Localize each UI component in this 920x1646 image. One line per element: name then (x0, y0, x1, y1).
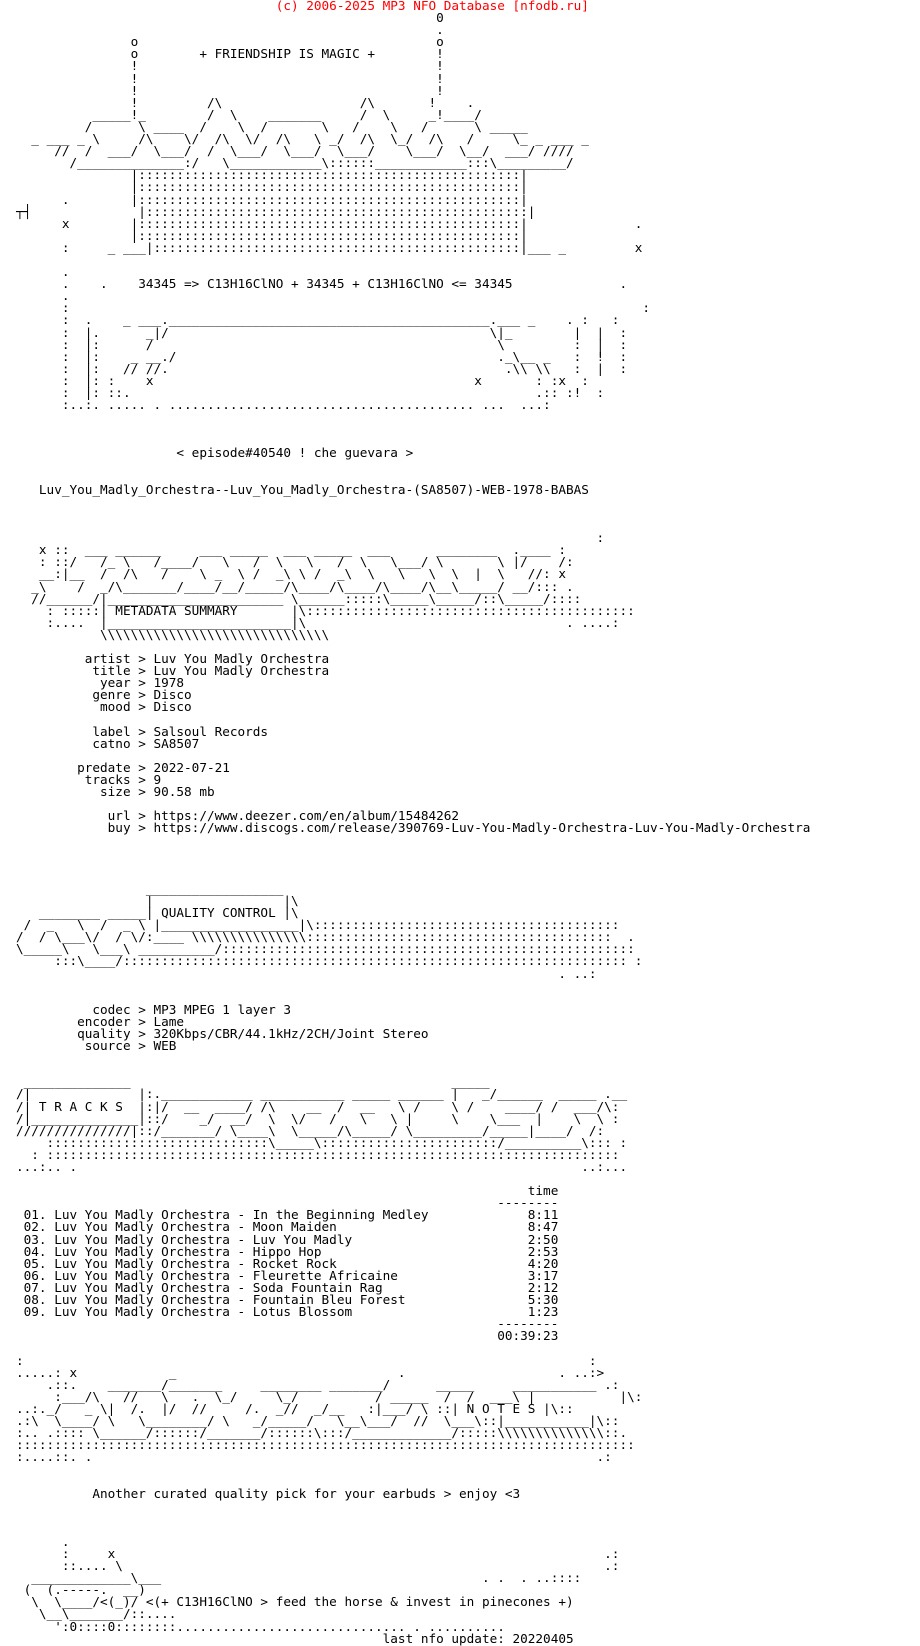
header-ascii-art: 0 . o o o + FRIENDSHIP IS MAGIC + ! ! ! ! ! ! ! ! /\ /\ ! . _____!_ / \ _______ / \ _!____/ / \ ____ / \ / \ / \ / \ _____ _ ___ _ \ /\ \/ /\ \/ /\ \ _/ /\ \_/ /\ / \_ _ ___ _ // / ___/ \___/ / \___/ \___/ \___/ \___/ \__/ ___/ //// /______________:/ \____________\::::::____________:::\_________/ |::::::::::::::::::::::::::::::::::::::::::::::::::| |::::::::::::::::::::::::::::::::::::::::::::::::::| . |::::::::::::::::::::::::::::::::::::::::::::::::::| ┬┤ |::::::::::::::::::::::::::::::::::::::::::::::::::| x |::::::::::::::::::::::::::::::::::::::::::::::::::| . |::::::::::::::::::::::::::::::::::::::::::::::::::| : _ ___|::::::::::::::::::::::::::::::::::::::::::::::::|___ _ x . . . 34345 => C13H16ClNO + 34345 + C13H16ClNO <= 34345 . . : : : . _ ___.__________________________________________.___ _ . : : : |. _|/ \|_ | | : : |: / \ : | : : |: _ __./ ._\__ _ : ! : : |: // //. .\\ \\ : | : : |: : x x : :x : : |: ::. .:: :! : :..:. ..... . ........................................ ... ...: < episode#40540 ! che guevara > Luv_You_Madly_Orchestra--Luv_You_Madly_Orchestra-(SA8507)-WEB-1978-BABAS : x :: ___ ______ ___ _____ ___ _____ ___ ________ .____ : : ::/ /_ \ /____/ \ / \ \ / \ \___/ \ \ |/ /: __:|__ / /\ / \ _ \ / _\ \ / _\ \ \ \ \ | \ //: x _\ / _/\_______/____/__/_____/\____/\____/\____/\__\_____/ __/::: . //______/|_______________________ \______:::::\_____\_____/::\_____/:::: : :::::| METADATA SUMMARY |\::::::::::::::::::::::::::::::::::::::::::: :.... |________________________|\ . ....: \\\\\\\\\\\\\\\\\\\\\\\\\\\\\\ (16, 10, 650, 642)
quality-list: codec > MP3 MPEG 1 layer 3 encoder > Lame quality > 320Kbps/CBR/44.1kHz/2CH/Joint Stereo source > WEB (77, 1001, 429, 1054)
nfo-text (16, 0, 810, 1645)
metadata-summary: artist > Luv You Madly Orchestra title > Luv You Madly Orchestra year > 1978 genre > Disco mood > Disco label > Salsoul Records catno > SA8507 predate > 2022-07-21 tracks > 9 size > 90.58 mb url > https://www.deezer.com/en/album/15484262 buy > https://www.discogs.com/release/390769-Luv-You-Madly-Orchestra-Luv-You-Madly-Orchestra (77, 651, 811, 836)
notes-text: Another curated quality pick for your earbuds > enjoy <3 (92, 1485, 521, 1501)
tracks-art: ______________ _____ /| |:.____________ ___________ _____ ______ | _/______ _____ .__ /| T R A C K S |:|/ __ ____/ /\ __ / __ \ / \ / ____/ / ___/\: /|______________|::/ _/ __/ \ \/ / \ \ | \ \___ | \ \ : ///////////////|::/_______/ \____\ \_____/\_____/ \_________/_____|____/ /: :::::::::::::::::::::::::::::\_____\:::::::::::::::::::::::/__________\::: : : ::::::::::::::::::::::::::::::::::::::::::::::::::::::::::::::::::::::::::: ...:.. . ..:... (16, 1074, 628, 1174)
notes-art: : : .....: x _ . . ..:> .::. _______/_______ ________ _______/ _____ ___________ .: :___/\ // \ . \_/ \_/ / _____ / / ___\ | |\: ..:._/ _ \| /. |/ // /. _// _/__ :|___/ \ ::| N O T E S |\:: .:\ \____/ \ \________/ \ _/_____/ \__\___/ // \___\::|___________|\:: :.. .:::: \______/::::::/_______/::::::\:::/_____________/:::::\\\\\\\\\\\\\\::. ::::::::::::::::::::::::::::::::::::::::::::::::::::::::::::::::::::::::::::::::: :....::. . .: (16, 1352, 643, 1465)
copyright-link[interactable]: (c) 2006-2025 MP3 NFO Database [nfodb.ru] (16, 0, 589, 13)
footer-art: . : x .: ::.... \ .: _____________\___ . . . ..:::: ( (.-----. __) \ \____/<(_)/ <(+ C13H16ClNO > feed the horse & invest in pinecones +) \__\_______/::.... ':0::::0::::::::.............................. . .......... last nfo update: 20220405 (23, 1533, 620, 1646)
quality-control-art: __________________ | |\ ________ _____| QUALITY CONTROL |\ / _ \ / _ \ |__________________|\:::::::::::::::::::::::::::::::::::::::: / / \___\/ / \/:____ \\\\\\\\\\\\\\\:::::::::::::::::::::::::::::::::::::::: . \_____\ \___\ __________/:::::::::::::::::::::::::::::::::::::::::::::::::::::: :::\____/:::::::::::::::::::::::::::::::::::::::::::::::::::::::::::::::::: : . ..: (16, 880, 643, 981)
tracklist: time -------- 01. Luv You Madly Orchestra - In the Beginning Medley 8:11 02. Luv You Madly Orchestra - Moon Maiden 8:47 03. Luv You Madly Orchestra - Luv You Madly 2:50 04. Luv You Madly Orchestra - Hippo Hop 2:53 05. Luv You Madly Orchestra - Rocket Rock 4:20 06. Luv You Madly Orchestra - Fleurette Africaine 3:17 07. Luv You Madly Orchestra - Soda Fountain Rag 2:12 08. Luv You Madly Orchestra - Fountain Bleu Forest 5:30 09. Luv You Madly Orchestra - Lotus Blossom 1:23 -------- 00:39:23 (23, 1183, 559, 1344)
